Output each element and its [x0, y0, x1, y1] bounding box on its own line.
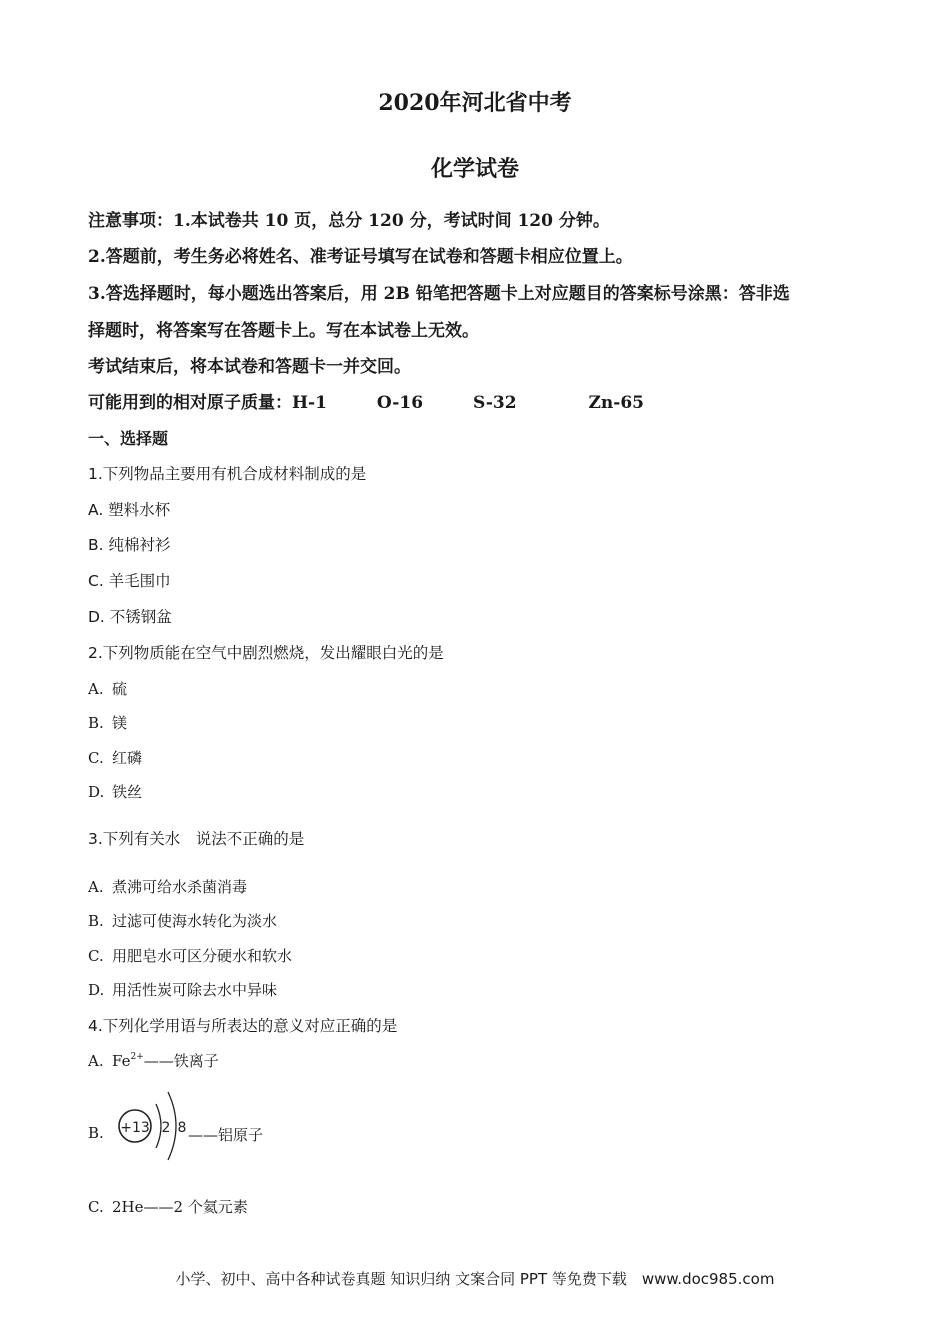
question-3-option-c: C. 用肥皂水可区分硬水和软水 — [88, 947, 293, 965]
question-1-option-a: A. 塑料水杯 — [88, 501, 171, 519]
page-footer: 小学、初中、高中各种试卷真题 知识归纳 文案合同 PPT 等免费下载 www.doc985.com — [175, 1270, 775, 1288]
question-1-option-c: C. 羊毛围巾 — [88, 572, 171, 590]
nucleus-charge: +13 — [120, 1120, 150, 1136]
question-2-option-b: B. 镁 — [88, 714, 128, 732]
atomic-mass-s: S-32 — [472, 393, 517, 413]
question-4-stem: 4.下列化学用语与所表达的意义对应正确的是 — [88, 1017, 398, 1035]
question-2-option-c: C. 红磷 — [88, 749, 143, 767]
question-2-stem: 2.下列物质能在空气中剧烈燃烧，发出耀眼白光的是 — [88, 644, 444, 662]
atomic-mass-label: 可能用到的相对原子质量：H-1 — [88, 393, 327, 413]
question-4-option-b-meaning: ——铝原子 — [188, 1126, 264, 1144]
note-line-5: 考试结束后，将本试卷和答题卡一并交回。 — [88, 357, 411, 377]
aluminum-atom-structure-diagram — [112, 1082, 192, 1168]
shell-2-electrons: 8 — [177, 1120, 187, 1136]
electron-shell-1 — [156, 1104, 161, 1148]
question-1-option-b: B. 纯棉衬衫 — [88, 536, 171, 554]
question-4-option-b-letter: B. — [88, 1124, 104, 1142]
question-4-option-c: C. 2He——2 个氦元素 — [88, 1198, 248, 1216]
note-line-3: 3.答选择题时，每小题选出答案后，用 2B 铅笔把答题卡上对应题目的答案标号涂黑：答非选 — [88, 284, 790, 304]
question-3-option-a: A. 煮沸可给水杀菌消毒 — [88, 878, 248, 896]
ion-charge: 2+ — [130, 1052, 144, 1062]
iron-symbol: Fe — [112, 1052, 131, 1070]
atomic-mass-o: O-16 — [376, 393, 424, 413]
question-3-option-b: B. 过滤可使海水转化为淡水 — [88, 912, 278, 930]
question-1-stem: 1.下列物品主要用有机合成材料制成的是 — [88, 465, 367, 483]
question-3-stem: 3.下列有关水 说法不正确的是 — [88, 830, 305, 848]
shell-1-electrons: 2 — [161, 1120, 171, 1136]
page-title: 2020年河北省中考 — [378, 90, 572, 116]
note-line-2: 2.答题前，考生务必将姓名、准考证号填写在试卷和答题卡相应位置上。 — [88, 247, 633, 267]
page-subtitle: 化学试卷 — [430, 156, 519, 182]
question-1-option-d: D. 不锈钢盆 — [88, 608, 172, 626]
question-4-option-a: A. $Fe^{2+}——$铁离子 — [88, 1052, 219, 1070]
atomic-mass-line — [88, 388, 644, 413]
atomic-mass-zn: Zn-65 — [588, 393, 644, 413]
question-2-option-a: A. 硫 — [88, 680, 128, 698]
section-heading: 一、选择题 — [88, 429, 169, 448]
note-line-4: 择题时，将答案写在答题卡上。写在本试卷上无效。 — [88, 321, 479, 341]
question-3-option-d: D. 用活性炭可除去水中异味 — [88, 981, 278, 999]
note-line-1: 注意事项：1.本试卷共 10 页，总分 120 分，考试时间 120 分钟。 — [88, 211, 610, 231]
question-2-option-d: D. 铁丝 — [88, 783, 143, 801]
